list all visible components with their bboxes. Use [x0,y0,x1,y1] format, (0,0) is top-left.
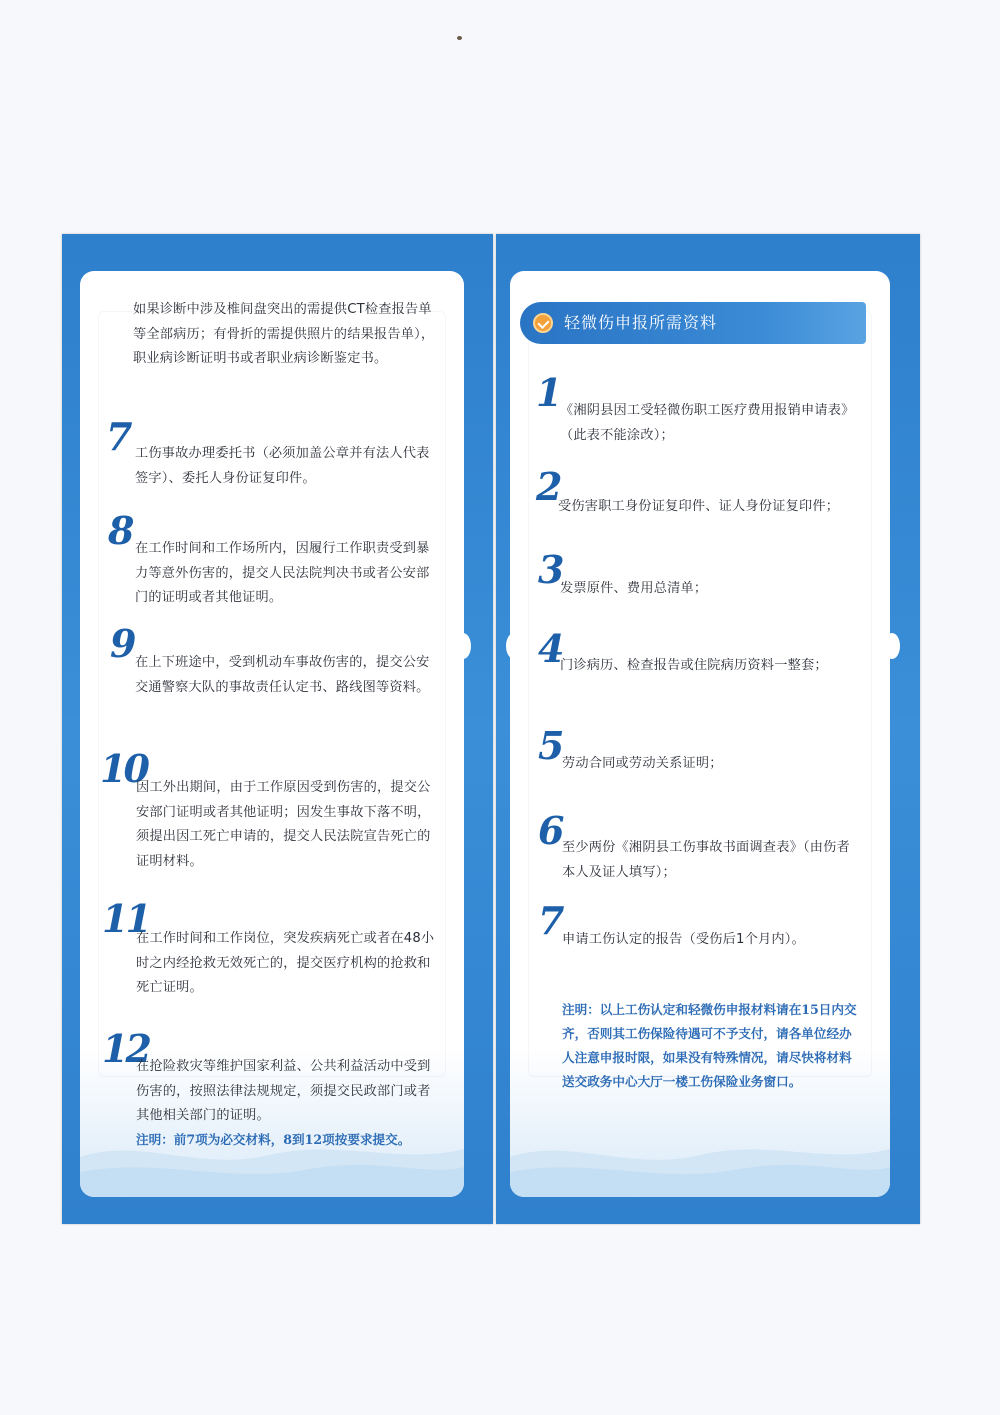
intro-text: 如果诊断中涉及椎间盘突出的需提供CT检查报告单等全部病历；有骨折的需提供照片的结果报告单），职业病诊断证明书或者职业病诊断鉴定书。 [133,302,435,366]
item-number: 10 [100,746,147,791]
item-text: 申请工伤认定的报告（受伤后1个月内）。 [562,932,805,947]
item-number: 9 [110,621,137,666]
wave-decoration [510,1127,890,1197]
left-note: 注明：前7项为必交材料，8到12项按要求提交。 [136,1132,411,1147]
item-number: 5 [538,723,565,768]
item-text: 因工外出期间，由于工作原因受到伤害的，提交公安部门证明或者其他证明；因发生事故下落不明，须提出因工死亡申请的，提交人民法院宣告死亡的证明材料。 [136,780,431,869]
item-number: 8 [108,508,135,553]
item-text: 发票原件、费用总清单； [560,581,708,596]
item-text: 在上下班途中，受到机动车事故伤害的，提交公安交通警察大队的事故责任认定书、路线图等资料。 [135,655,430,695]
item-number: 11 [102,896,149,941]
item-number: 1 [536,370,563,415]
item-number: 6 [538,808,565,853]
item-text: 在工作时间和工作场所内，因履行工作职责受到暴力等意外伤害的，提交人民法院判决书或者公安部门的证明或者其他证明。 [135,541,430,605]
item-text: 在抢险救灾等维护国家利益、公共利益活动中受到伤害的，按照法律法规规定，须提交民政部门或者其他相关部门的证明。 [136,1059,431,1123]
item-text: 至少两份《湘阴县工伤事故书面调查表》（由伤者本人及证人填写）； [562,840,850,880]
banner-title: 轻微伤申报所需资料 [564,313,718,332]
item-text: 工伤事故办理委托书（必须加盖公章并有法人代表签字）、委托人身份证复印件。 [135,446,430,486]
check-badge-icon [533,313,553,333]
item-text: 《湘阴县因工受轻微伤职工医疗费用报销申请表》（此表不能涂改）； [560,403,855,443]
fold-notch [506,633,522,659]
scan-speck [457,36,462,40]
item-text: 门诊病历、检查报告或住院病历资料一整套； [560,658,828,673]
item-text: 劳动合同或劳动关系证明； [562,756,723,771]
section-banner [520,302,866,344]
item-number: 12 [102,1026,149,1071]
item-number: 2 [536,464,563,509]
fold-notch [455,633,471,659]
item-number: 4 [538,626,565,671]
item-number: 3 [538,547,565,592]
fold-notch [884,633,900,659]
item-text: 受伤害职工身份证复印件、证人身份证复印件； [558,499,840,514]
right-note: 注明：以上工伤认定和轻微伤申报材料请在15日内交齐，否则其工伤保险待遇可不予支付，请各单位经办人注意申报时限，如果没有特殊情况，请尽快将材料送交政务中心大厅一楼工伤保险业务窗口。 [562,1002,857,1089]
item-number: 7 [106,414,133,459]
item-number: 7 [538,898,565,943]
item-text: 在工作时间和工作岗位，突发疾病死亡或者在48小时之内经抢救无效死亡的，提交医疗机构的抢救和死亡证明。 [136,931,435,995]
